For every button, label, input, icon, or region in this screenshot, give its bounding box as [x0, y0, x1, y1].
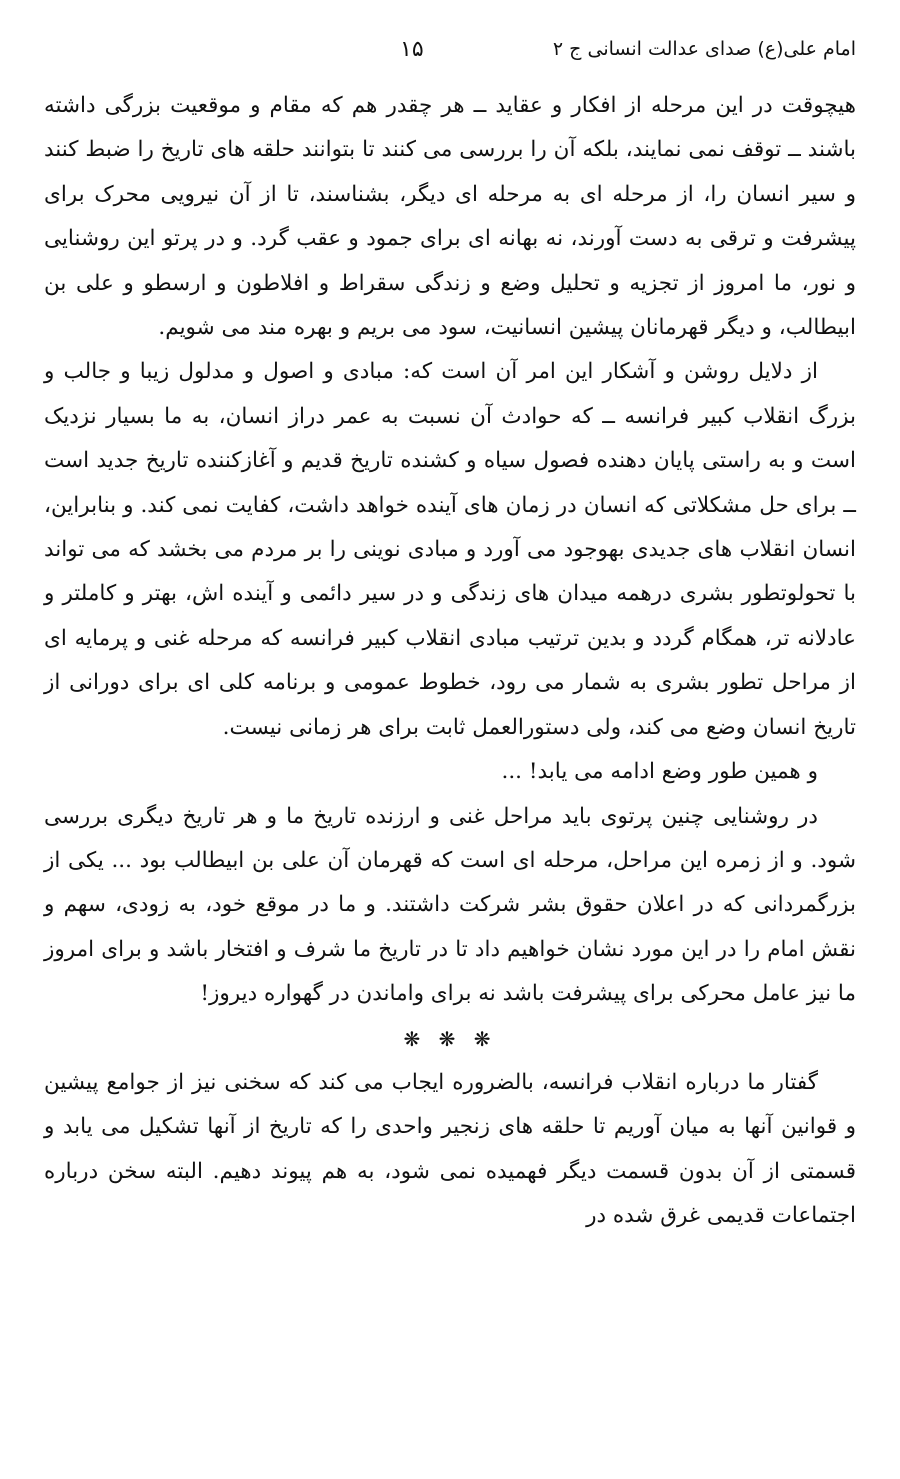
page-number: ۱۵	[400, 36, 424, 62]
paragraph-4: در روشنایی چنین پرتوی باید مراحل غنی و ارزنده تاریخ ما و هر تاریخ دیگری بررسی شود. و از زمره این مراحل، مرحله ای است که قهرمان آن علی بن ابیطالب بود ... یکی از بزرگمردانی که در اعلان حقوق بشر شرکت داشتند. و ما در موقع خود، به زودی، سهم و نقش امام را در این مورد نشان خواهیم داد تا در تاریخ ما شرف و افتخار باشد و برای امروز ما نیز عامل محرکی برای پیشرفت باشد نه برای واماندن در گهواره دیروز!	[44, 803, 856, 1007]
paragraph-1: هیچوقت در این مرحله از افکار و عقاید ــ هر چقدر هم که مقام و موقعیت بزرگی داشته باشند ــ توقف نمی نمایند، بلکه آن را بررسی می کنند تا بتوانند حلقه های تاریخ را ضبط کنند و سیر انسان را، از مرحله ای به مرحله ای دیگر، بشناسند، تا از آن نیرویی محرک برای پیشرفت و ترقی به دست آورند، نه بهانه ای برای جمود و عقب گرد. و در پرتو این روشنایی و نور، ما امروز از تجزیه و تحلیل وضع و زندگی سقراط و افلاطون و ارسطو و علی بن ابیطالب، و دیگر قهرمانان پیشین انسانیت، سود می بریم و بهره مند می شویم.	[44, 93, 856, 341]
body-text	[44, 84, 856, 1239]
paragraph-5: گفتار ما درباره انقلاب فرانسه، بالضروره ایجاب می کند که سخنی نیز از جوامع پیشین و قوانین آنها به میان آوریم تا حلقه های زنجیر واحدی را که تاریخ از آنها تشکیل می یابد و قسمتی از آن بدون قسمت دیگر فهمیده نمی شود، به هم پیوند دهیم. البته سخن درباره اجتماعات قدیمی غرق شده در	[44, 1069, 856, 1229]
section-separator: ❋ ❋ ❋	[403, 1026, 497, 1051]
paragraph-3: و همین طور وضع ادامه می یابد! ...	[501, 759, 818, 785]
header-title: امام علی(ع) صدای عدالت انسانی ج ۲	[552, 38, 856, 60]
paragraph-2: از دلایل روشن و آشکار این امر آن است که: مبادی و اصول و مدلول زیبا و جالب و بزرگ انقلاب کبیر فرانسه ــ که حوادث آن نسبت به عمر دراز انسان، به ما بسیار نزدیک است و به راستی پایان دهنده فصول سیاه و کشنده تاریخ قدیم و آغازکننده تاریخ جدید است ــ برای حل مشکلاتی که انسان در زمان های آینده خواهد داشت، کفایت نمی کند. و بنابراین، انسان انقلاب های جدیدی بهوجود می آورد و مبادی نوینی را بر مردم می بخشد که می تواند با تحولوتطور بشری درهمه میدان های زندگی و در سیر دائمی و آینده اش، بهتر و کاملتر و عادلانه تر، همگام گردد و بدین ترتیب مبادی انقلاب کبیر فرانسه که مرحله غنی و پرمایه ای از مراحل تطور بشری به شمار می رود، خطوط عمومی و برنامه کلی ای برای دورانی از تاریخ انسان وضع می کند، ولی دستورالعمل ثابت برای هر زمانی نیست.	[44, 359, 856, 740]
running-header	[400, 34, 856, 64]
